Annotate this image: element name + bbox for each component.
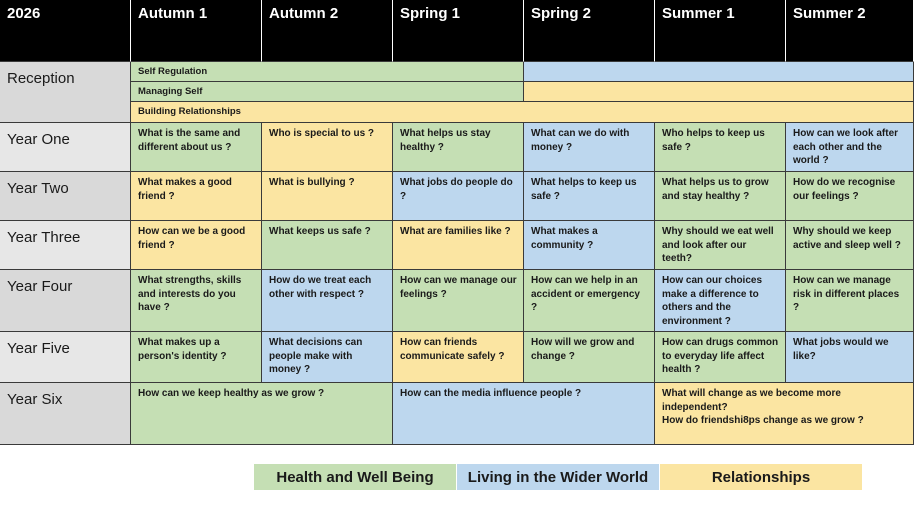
term-header-autumn-2: Autumn 2: [262, 0, 393, 62]
row-label-year-four: Year Four: [0, 270, 131, 332]
topic-cell: What jobs would we like?: [786, 332, 914, 383]
topic-cell: What strengths, skills and interests do you have ?: [131, 270, 262, 332]
term-header-summer-1: Summer 1: [655, 0, 786, 62]
topic-cell: How can our choices make a difference to others and the environment ?: [655, 270, 786, 332]
topic-cell: How can we keep healthy as we grow ?: [131, 383, 393, 445]
row-label-year-two: Year Two: [0, 172, 131, 221]
row-label-year-six: Year Six: [0, 383, 131, 445]
topic-cell: How do we treat each other with respect ?: [262, 270, 393, 332]
term-header-spring-2: Spring 2: [524, 0, 655, 62]
topic-cell: What is the same and different about us ?: [131, 123, 262, 172]
reception-band-building-relationships: Building Relationships: [131, 102, 914, 123]
topic-cell: How can drugs common to everyday life affect health ?: [655, 332, 786, 383]
topic-cell: What jobs do people do ?: [393, 172, 524, 221]
year-header: 2026: [0, 0, 131, 62]
legend-wider-world: Living in the Wider World: [457, 464, 659, 490]
topic-cell: What helps us stay healthy ?: [393, 123, 524, 172]
topic-cell-multi: [655, 383, 914, 445]
topic-cell: How can we help in an accident or emergency ?: [524, 270, 655, 332]
topic-cell: What makes a good friend ?: [131, 172, 262, 221]
term-header-spring-1: Spring 1: [393, 0, 524, 62]
topic-cell: How can we be a good friend ?: [131, 221, 262, 270]
topic-cell: How can we look after each other and the world ?: [786, 123, 914, 172]
topic-cell: Why should we keep active and sleep well ?: [786, 221, 914, 270]
reception-band-self-regulation: Self Regulation: [131, 62, 524, 82]
row-label-year-one: Year One: [0, 123, 131, 172]
topic-cell: What is bullying ?: [262, 172, 393, 221]
row-label-year-five: Year Five: [0, 332, 131, 383]
topic-cell: How can we manage our feelings ?: [393, 270, 524, 332]
topic-cell: Who is special to us ?: [262, 123, 393, 172]
topic-cell: How can the media influence people ?: [393, 383, 655, 445]
topic-cell: How can we manage risk in different places ?: [786, 270, 914, 332]
term-header-autumn-1: Autumn 1: [131, 0, 262, 62]
topic-cell: How will we grow and change ?: [524, 332, 655, 383]
topic-cell: What decisions can people make with money ?: [262, 332, 393, 383]
topic-cell: What helps us to grow and stay healthy ?: [655, 172, 786, 221]
topic-cell: How can friends communicate safely ?: [393, 332, 524, 383]
topic-cell: What can we do with money ?: [524, 123, 655, 172]
legend-relationships: Relationships: [660, 464, 862, 490]
row-label-reception: Reception: [0, 62, 131, 123]
reception-band-managing-self: Managing Self: [131, 82, 524, 102]
legend-health: Health and Well Being: [254, 464, 456, 490]
topic-cell: Why should we eat well and look after our teeth?: [655, 221, 786, 270]
topic-cell: How do we recognise our feelings ?: [786, 172, 914, 221]
row-label-year-three: Year Three: [0, 221, 131, 270]
reception-band-fill: [524, 62, 914, 82]
topic-cell: What are families like ?: [393, 221, 524, 270]
topic-cell: What makes up a person's identity ?: [131, 332, 262, 383]
topic-cell: What keeps us safe ?: [262, 221, 393, 270]
topic-cell: What helps to keep us safe ?: [524, 172, 655, 221]
topic-line: How do friendshi8ps change as we grow ?: [662, 415, 864, 426]
term-header-summer-2: Summer 2: [786, 0, 914, 62]
topic-cell: Who helps to keep us safe ?: [655, 123, 786, 172]
topic-cell: What makes a community ?: [524, 221, 655, 270]
reception-band-fill: [524, 82, 914, 102]
topic-line: What will change as we become more independent?: [662, 388, 841, 413]
